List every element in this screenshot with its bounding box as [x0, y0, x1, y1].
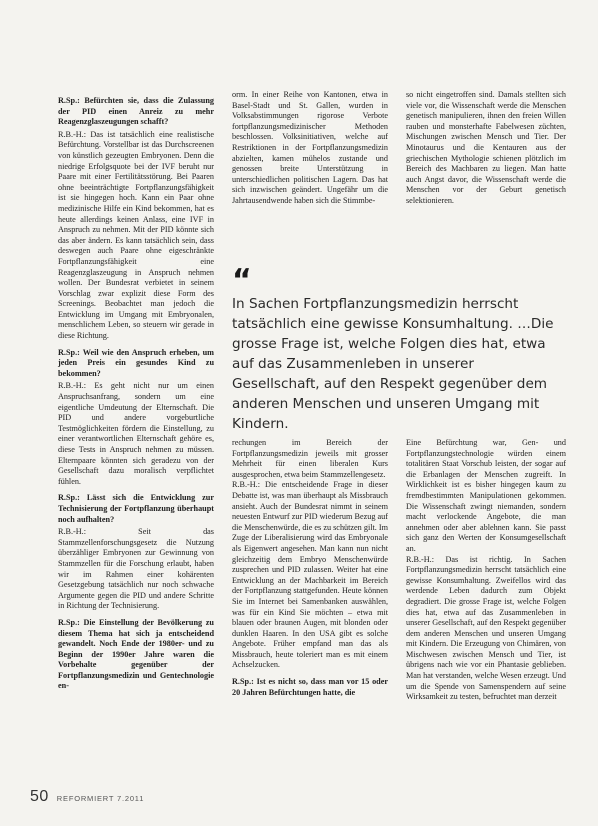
interview-answer: R.B.-H.: Das ist tatsächlich eine realistische Befürchtung. Vorstellbar ist das Durchscreenen von künstlich gezeugten Embryonen. Denn die niedrige Erfolgsquote bei der IVF beruht nur Paare mit einer Fertilitätsstörung. Bei Paaren ohne beeinträchtigte Fortpflanzungsfähigkeit ist sie hingegen hoch. Kann ein Paar ohne medizinische Hilfe ein Kind bekommen, hat es heute allerdings keinen Anlass, eine IVF in Anspruch zu nehmen. Mit der PID könnte sich das aber ändern. Es kann tatsächlich sein, dass deswegen auch Paare ohne eigeschränkte Fortpflanzungsfähigkeit eine Reagenzglaszeugung in Anspruch nehmen wollen. Der Bundesrat verbietet in seinem Vorschlag zwar explizit diese Form des Screenings. Beobachtet man jedoch die Entwicklung im Umgang mit Embryonalen, menschlichem Leben, so steuern wir gerade in diese Richtung.	[58, 129, 214, 341]
text-column-right-bottom	[406, 438, 566, 705]
text-column-left	[58, 90, 214, 694]
interview-question: R.Sp.: Die Einstellung der Bevölkerung zu diesem Thema hat sich ja entscheidend gewandelt. Noch Ende der 1980er- und zu Beginn der 1990er Jahre waren die Vorbehalte gegenüber der Fortpflanzungsmedizin und Gentechnologie en-	[58, 617, 214, 691]
interview-answer: R.B.-H.: Das ist richtig. In Sachen Fortpflanzungsmedizin herrscht tatsächlich eine gewisse Konsumhaltung. Zweifellos wird das werdende Leben dadurch zum Objekt degradiert. Die grosse Frage ist, welche Folgen dies hat, etwa auf das Zusammenleben in unserer Gesellschaft, auf den Respekt gegenüber dem anderen Menschen und unseren Umgang mit Kindern. Die Erzeugung von Chimären, von Mischwesen zwischen Mensch und Tier, ist übrigens nach wie vor ein Phantasie geblieben. Man hat verstanden, welche Wesen erzeugt. Und um die Spende von Samenspendern auf seine Wirksamkeit zu testen, befruchtet man derzeit	[406, 554, 566, 702]
interview-answer: R.B.-H.: Die entscheidende Frage in dieser Debatte ist, was man überhaupt als Missbrauch ansieht. Auch der Bundesrat nimmt in seinem neuesten Entwurf zur PID wiederum Bezug auf die Menschenwürde, die es zu schützen gilt. Im Zuge der Liberalisierung wird das Embryonale als Eigenwert angesehen. Man kann nun nicht gleichzeitig dem Embryo Menschenwürde zusprechen und PID zulassen. Weiter hat eine Entwicklung an der Machbarkeit im Bereich der Fortpflanzung stattgefunden. Heute können Sie im Internet bei Samenbanken auswählen, was für ein Kind Sie möchten – etwa mit blauen oder braunen Augen, mit blonden oder dunklen Haaren. In den USA gibt es solche Angebote. Früher empfand man das als Missbrauch, heute toleriert man es mit einem Achselzucken.	[232, 480, 388, 670]
interview-question: R.Sp.: Lässt sich die Entwicklung zur Technisierung der Fortpflanzung überhaupt noch aufhalten?	[58, 493, 214, 524]
interview-question: R.Sp.: Weil wie den Anspruch erheben, um jeden Preis ein gesundes Kind zu bekommen?	[58, 347, 214, 378]
interview-answer: R.B.-H.: Es geht nicht nur um einen Anspruchsanfrang, sondern um eine eigentliche Umdeutung der Elternschaft. Die PID und andere vorgeburtliche Testmöglichkeiten fördern die Einstellung, zu einer verantwortlichen Elternschaft gehöre es, diese Tests in Anspruch nehmen zu müssen. Elternpaare könnten sich geradezu von der Gesellschaft dazu moralisch verpflichtet fühlen.	[58, 381, 214, 486]
page-number: 50	[30, 788, 49, 805]
text-column-middle-top	[232, 90, 388, 207]
magazine-name: REFORMIERT 7.2011	[56, 794, 145, 803]
continued-text: rechungen im Bereich der Fortpflanzungsmedizin jeweils mit grosser Mehrheit für einen liberalen Kurs ausgesprochen, etwa beim Stammzellengesetz.	[232, 438, 388, 479]
continued-text: orm. In einer Reihe von Kantonen, etwa in Basel-Stadt und St. Gallen, wurden in Volksabstimmungen rigorose Verbote fortpflanzungsmedizinischer Methoden beschlossen. Volksinitiativen, welche auf Restriktionen in der Fortpflanzungsmedizin abzielten, kamen mühelos zustande und genossen breite Unterstützung in unterschiedlichen politischen Lagern. Das hat sich inzwischen geändert. Ungefähr um die Jahrtausendwende haben sich die Stimmbe-	[232, 90, 388, 205]
pull-quote-text: In Sachen Fortpflanzungsmedizin herrscht tatsächlich eine gewisse Konsumhaltung. …Die grosse Frage ist, welche Folgen dies hat, etwa auf das Zusammenleben in unserer Gesellschaft, auf den Respekt gegenüber dem anderen Menschen und unseren Umgang mit Kindern.	[232, 296, 554, 432]
interview-question: R.Sp.: Befürchten sie, dass die Zulassung der PID einen Anreiz zu mehr Reagenzglaszeugungen schafft?	[58, 96, 214, 127]
interview-answer: R.B.-H.: Seit das Stammzellenforschungsgesetz die Nutzung überzähliger Embryonen zur Gewinnung von Stammzellen für die Forschung erlaubt, haben wir im Rahmen einer kohärenten Gesetzgebung tatsächlich nur noch schwache Argumente gegen die PID und andere Schritte in Richtung der Technisierung.	[58, 527, 214, 611]
interview-question: R.Sp.: Ist es nicht so, dass man vor 15 oder 20 Jahren Befürchtungen hatte, die	[232, 677, 388, 697]
text-column-right-top	[406, 90, 566, 207]
text-column-middle-bottom	[232, 438, 388, 700]
continued-text: Eine Befürchtung war, Gen- und Fortpflanzungstechnologie würden einem totalitären Staat Vorschub leisten, der sogar auf die Erbanlagen der Menschen zugreift. In Wirklichkeit ist es bisher hingegen kaum zu fremdbestimmten Manipulationen gekommen. Die Wissenschaft zwingt niemanden, sondern macht verlockende Angebote, die man annehmen oder aber ablehnen kann. Sie passt sich ganz den Werten der Konsumgesellschaft an.	[406, 438, 566, 553]
page-footer	[30, 788, 144, 806]
pull-quote	[232, 263, 562, 434]
quote-mark-icon: “	[232, 263, 252, 298]
continued-text: so nicht eingetroffen sind. Damals stellten sich viele vor, die Wissenschaft werde die Menschen genetisch manipulieren, ihnen den freien Willen rauben und monsterhafte Fabelwesen züchten, Mischungen zwischen Mensch und Tier. Der Minotaurus und die Kentauren aus der griechischen Mythologie schienen plötzlich im Bereich des Machbaren zu liegen. Man hatte auch Angst davor, die Wissenschaft werde die Menschen vor der Geburt genetisch selektionieren.	[406, 90, 566, 205]
